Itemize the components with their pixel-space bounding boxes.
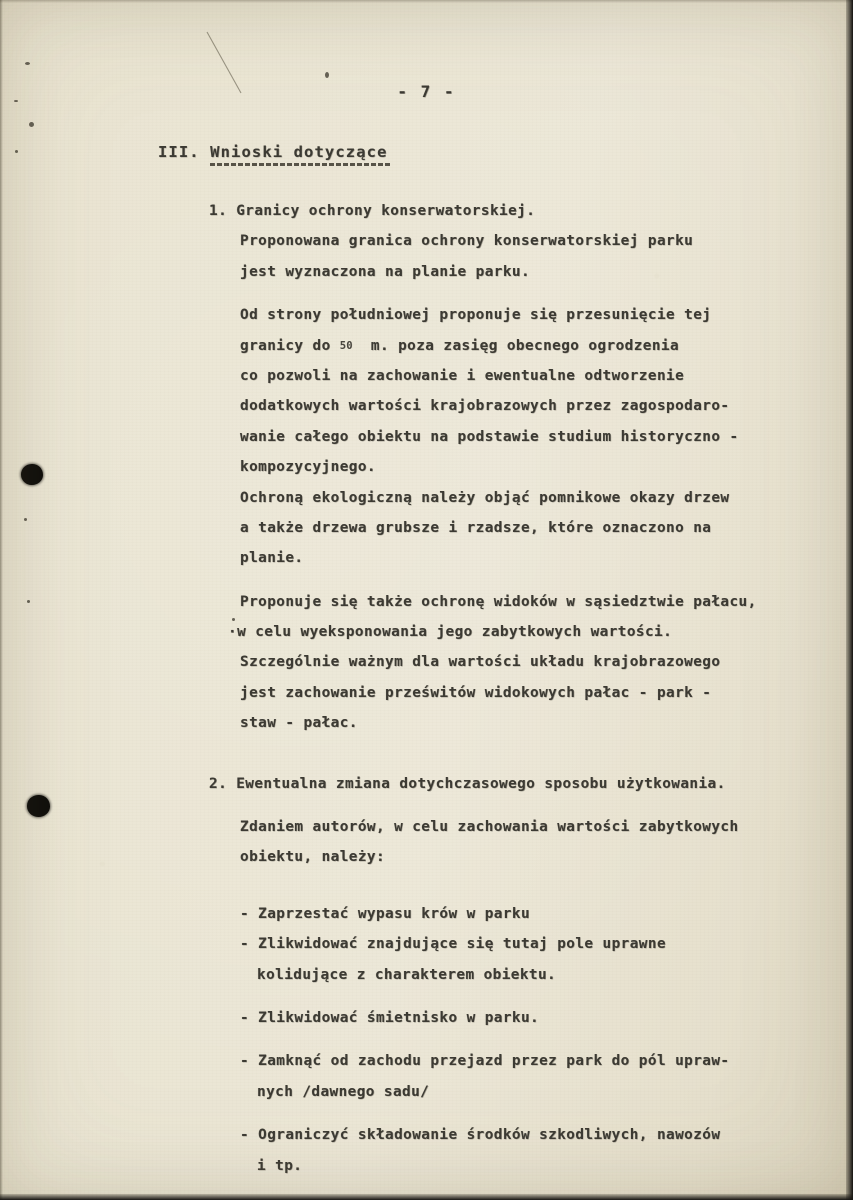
line-part-after: m. poza zasięg obecnego ogrodzenia [352,337,680,354]
text-line: ·w celu wyeksponowania jego zabytkowych wartości. [228,624,673,641]
list-item-continuation: i tp. [257,1157,303,1174]
list-item: - Zamknąć od zachodu przejazd przez park do pól upraw- [240,1053,730,1070]
scan-edge-top [0,0,853,3]
text-line: Ochroną ekologiczną należy objąć pomnikowe okazy drzew [240,489,730,506]
text-line: a także drzewa grubsze i rzadsze, które oznaczono na [240,519,712,536]
section-gap [0,739,853,769]
list-item: - Zaprzestać wypasu krów w parku [240,905,531,922]
section-2-title: 2. Ewentualna zmiana dotychczasowego sposobu użytkowania. [209,775,726,792]
section-1-title: 1. Granicy ochrony konserwatorskiej. [209,203,536,219]
text-line: co pozwoli na zachowanie i ewentualne odtworzenie [240,367,685,384]
list-gap [0,990,853,1003]
paper-speck [29,122,34,127]
text-line: staw - pałac. [240,715,358,732]
text-line: planie. [240,550,304,567]
list-gap [0,1033,853,1046]
text-line-content: w celu wyeksponowania jego zabytkowych wartości. [237,624,673,641]
text-line: obiektu, należy: [240,849,386,866]
handwritten-insertion-50: 50 [339,339,353,352]
text-line: Szczególnie ważnym dla wartości układu krajobrazowego [240,654,721,671]
text-line: dodatkowych wartości krajobrazowych przez zagospodaro- [240,398,730,415]
list-item: - Zlikwidować znajdujące się tutaj pole uprawne [240,936,667,953]
heading-title: Wnioski dotyczące [210,143,388,161]
document-body [0,196,853,1181]
heading-numeral: III. [158,143,200,161]
text-line: kompozycyjnego. [240,459,376,476]
text-line: Proponowana granica ochrony konserwatorskiej parku [240,233,694,250]
paragraph-gap [0,574,853,587]
list-item-continuation: nych /dawnego sadu/ [257,1083,430,1100]
page-number: - 7 - [397,82,456,101]
paper-speck [15,150,18,153]
paragraph-gap [0,799,853,812]
section-heading [158,143,390,161]
paper-speck [325,72,329,78]
list-gap [0,873,853,899]
text-line: Zdaniem autorów, w celu zachowania wartości zabytkowych [240,819,739,836]
paragraph-gap [0,287,853,300]
text-line: jest wyznaczona na planie parku. [240,263,531,280]
line-part-before: granicy do [240,337,340,354]
text-line: Od strony południowej proponuje się przesunięcie tej [240,307,712,324]
list-item: - Zlikwidować śmietnisko w parku. [240,1009,540,1026]
paper-speck [25,62,30,65]
heading-spacer [200,143,210,161]
text-line: wanie całego obiektu na podstawie studium historyczno - [240,428,739,445]
list-item: - Ograniczyć składowanie środków szkodliwych, nawozów [240,1127,721,1144]
text-line: Proponuje się także ochronę widoków w sąsiedztwie pałacu, [240,593,757,610]
scan-edge-bottom [0,1194,853,1200]
list-gap [0,1107,853,1120]
list-item-continuation: kolidujące z charakterem obiektu. [257,966,557,983]
text-line-with-insertion [0,331,853,361]
text-line: jest zachowanie prześwitów widokowych pałac - park - [240,684,712,701]
